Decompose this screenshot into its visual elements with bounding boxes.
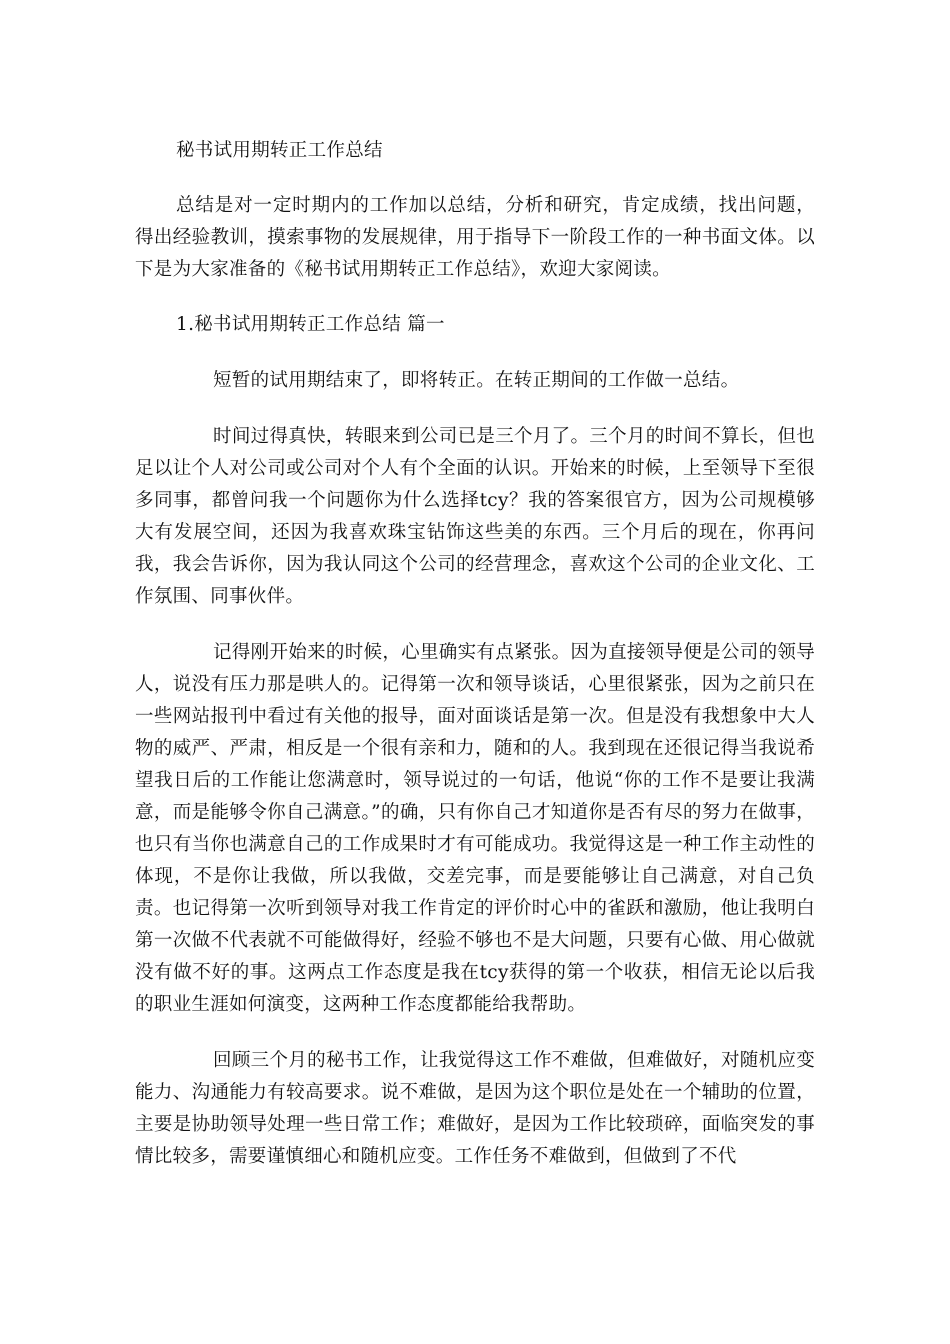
body-paragraph: 回顾三个月的秘书工作，让我觉得这工作不难做，但难做好，对随机应变能力、沟通能力有较高要求。说不难做，是因为这个职位是处在一个辅助的位置，主要是协助领导处理一些日常工作；难做好，是因为工作比较琐碎，面临突发的事情比较多，需要谨慎细心和随机应变。工作任务不难做到，但做到了不代 [135, 1050, 815, 1167]
body-paragraph: 时间过得真快，转眼来到公司已是三个月了。三个月的时间不算长，但也足以让个人对公司或公司对个人有个全面的认识。开始来的时候，上至领导下至很多同事，都曾问我一个问题你为什么选择tcy？我的答案很官方，因为公司规模够大有发展空间，还因为我喜欢珠宝钻饰这些美的东西。三个月后的现在，你再问我，我会告诉你，因为我认同这个公司的经营理念，喜欢这个公司的企业文化、工作氛围、同事伙伴。 [135, 426, 815, 607]
document-title: 秘书试用期转正工作总结 [176, 140, 383, 161]
section-heading: 1.秘书试用期转正工作总结 篇一 [176, 314, 445, 335]
intro-paragraph: 总结是对一定时期内的工作加以总结，分析和研究，肯定成绩，找出问题，得出经验教训，摸索事物的发展规律，用于指导下一阶段工作的一种书面文体。以下是为大家准备的《秘书试用期转正工作总结》，欢迎大家阅读。 [135, 195, 815, 280]
body-paragraph: 记得刚开始来的时候，心里确实有点紧张。因为直接领导便是公司的领导人，说没有压力那是哄人的。记得第一次和领导谈话，心里很紧张，因为之前只在一些网站报刊中看过有关他的报导，面对面谈话是第一次。但是没有我想象中大人物的威严、严肃，相反是一个很有亲和力，随和的人。我到现在还很记得当我说希望我日后的工作能让您满意时，领导说过的一句话，他说“你的工作不是要让我满意，而是能够令你自己满意。”的确，只有你自己才知道你是否有尽的努力在做事，也只有当你也满意自己的工作成果时才有可能成功。我觉得这是一种工作主动性的体现，不是你让我做，所以我做，交差完事，而是要能够让自己满意，对自己负责。也记得第一次听到领导对我工作肯定的评价时心中的雀跃和激励，他让我明白第一次做不代表就不可能做得好，经验不够也不是大问题，只要有心做、用心做就没有做不好的事。这两点工作态度是我在tcy获得的第一个收获，相信无论以后我的职业生涯如何演变，这两种工作态度都能给我帮助。 [135, 642, 815, 1015]
body-paragraph: 短暂的试用期结束了，即将转正。在转正期间的工作做一总结。 [213, 370, 740, 391]
